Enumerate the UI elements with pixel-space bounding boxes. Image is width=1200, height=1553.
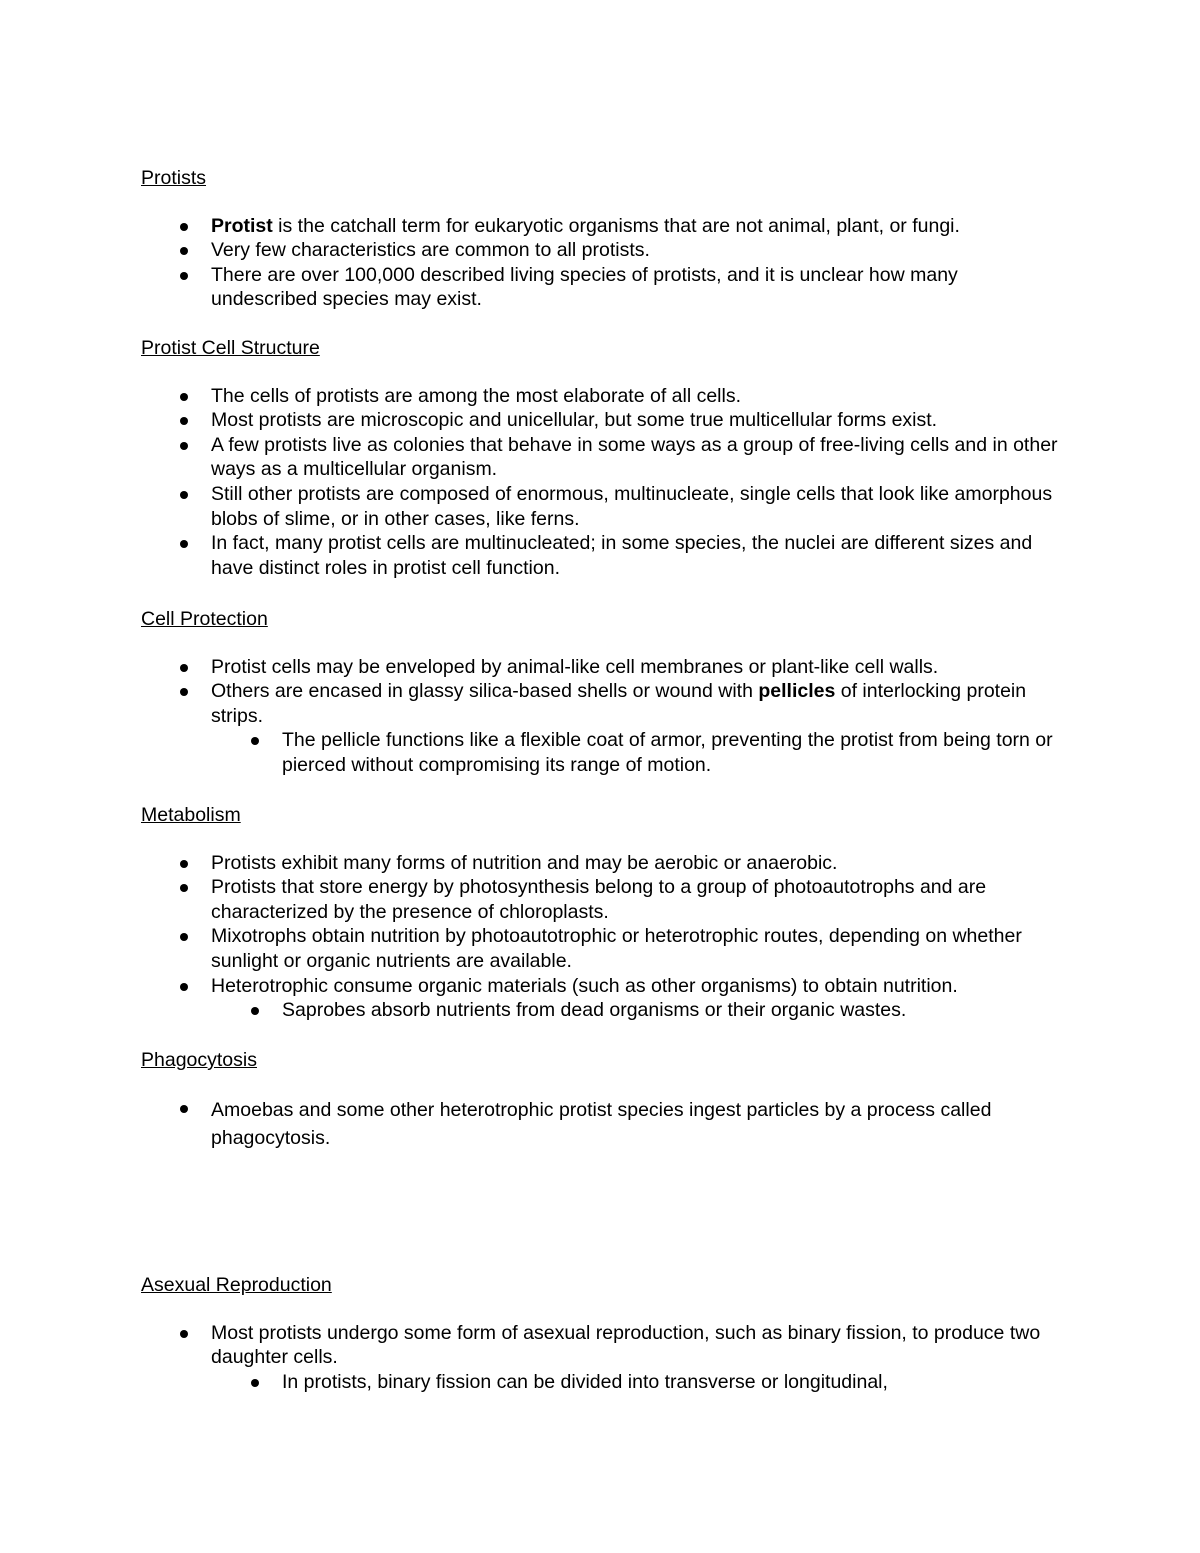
list-item-text: Very few characteristics are common to all protists. xyxy=(211,239,650,262)
section-heading: Phagocytosis xyxy=(141,1049,257,1071)
list-item xyxy=(141,263,1061,312)
section-heading: Protists xyxy=(141,167,207,189)
section-metabolism xyxy=(141,803,1061,1023)
list-item xyxy=(141,482,1061,531)
bullet-icon xyxy=(251,737,259,745)
list-item xyxy=(141,875,1061,924)
list-item-text: Saprobes absorb nutrients from dead organisms or their organic wastes. xyxy=(282,999,907,1022)
list-item xyxy=(141,238,1061,263)
bold-term: Protist xyxy=(211,214,273,237)
section-phagocytosis xyxy=(141,1048,1061,1152)
bullet-icon xyxy=(180,664,188,672)
list-item-text: The pellicle functions like a flexible coat of armor, preventing the protist from being torn or pierced without compromising its range of motion. xyxy=(282,729,1053,776)
bullet-icon xyxy=(180,860,188,868)
list-item xyxy=(141,531,1061,580)
list-item-text: Protist cells may be enveloped by animal-like cell membranes or plant-like cell walls. xyxy=(211,655,939,678)
bullet-icon xyxy=(180,272,188,280)
section-heading: Metabolism xyxy=(141,804,241,826)
list-item xyxy=(141,924,1061,973)
bullet-icon xyxy=(180,1330,188,1338)
bullet-icon xyxy=(251,1007,259,1015)
bullet-icon xyxy=(180,933,188,941)
bullet-icon xyxy=(180,491,188,499)
bullet-list xyxy=(141,851,1061,1023)
list-item xyxy=(141,679,1061,728)
bullet-icon xyxy=(180,884,188,892)
bullet-icon xyxy=(180,223,188,231)
bullet-icon xyxy=(180,442,188,450)
list-item-text: The cells of protists are among the most elaborate of all cells. xyxy=(211,384,742,407)
bullet-icon xyxy=(251,1379,259,1387)
list-item-text: of interlocking protein strips. xyxy=(211,680,1027,727)
sub-list-item xyxy=(141,1370,1061,1395)
bullet-icon xyxy=(180,688,188,696)
bullet-icon xyxy=(180,393,188,401)
bullet-icon xyxy=(180,1105,188,1113)
list-item xyxy=(141,655,1061,680)
list-item xyxy=(141,851,1061,876)
list-item xyxy=(141,433,1061,482)
bullet-list xyxy=(141,384,1061,581)
list-item xyxy=(141,974,1061,999)
list-item-text: Mixotrophs obtain nutrition by photoautotrophic or heterotrophic routes, depending on whether sunlight or organic nutrients are available. xyxy=(211,925,1022,972)
section-protists xyxy=(141,166,1061,312)
bullet-list xyxy=(141,1321,1061,1395)
list-item-text: Heterotrophic consume organic materials (such as other organisms) to obtain nutrition. xyxy=(211,974,958,997)
list-item xyxy=(141,408,1061,433)
bold-term: pellicles xyxy=(758,680,836,703)
list-item-text: Others are encased in glassy silica-based shells or wound with xyxy=(211,680,759,703)
list-item xyxy=(141,214,1061,239)
section-heading: Cell Protection xyxy=(141,608,268,630)
list-item-text: Still other protists are composed of enormous, multinucleate, single cells that look like amorphous blobs of slime, or in other cases, like ferns. xyxy=(211,482,1053,530)
sub-list-item xyxy=(141,998,1061,1023)
section-cell-protection xyxy=(141,607,1061,778)
section-heading: Asexual Reproduction xyxy=(141,1274,332,1296)
list-item-text: is the catchall term for eukaryotic organisms that are not animal, plant, or fungi. xyxy=(272,214,960,237)
bullet-icon xyxy=(180,247,188,255)
list-item-text: Protists exhibit many forms of nutrition and may be aerobic or anaerobic. xyxy=(211,851,838,874)
list-item xyxy=(141,1321,1061,1370)
list-item-text: In fact, many protist cells are multinucleated; in some species, the nuclei are different sizes and have distinct roles in protist cell function. xyxy=(211,532,1033,579)
section-protist-cell-structure xyxy=(141,336,1061,580)
section-asexual-reproduction xyxy=(141,1273,1061,1394)
list-item-text: There are over 100,000 described living species of protists, and it is unclear how many undescribed species may exist. xyxy=(211,263,958,311)
list-item-text: Most protists undergo some form of asexual reproduction, such as binary fission, to produce two daughter cells. xyxy=(211,1321,1041,1369)
section-heading: Protist Cell Structure xyxy=(141,337,320,359)
bullet-icon xyxy=(180,540,188,548)
bullet-list xyxy=(141,655,1061,778)
list-item-text: Protists that store energy by photosynthesis belong to a group of photoautotrophs and are characterized by the presence of chloroplasts. xyxy=(211,876,987,923)
list-item xyxy=(141,384,1061,409)
bullet-icon xyxy=(180,983,188,991)
list-item-text: Amoebas and some other heterotrophic protist species ingest particles by a process called phagocytosis. xyxy=(211,1098,992,1149)
list-item-text: A few protists live as colonies that behave in some ways as a group of free-living cells and in other ways as a multicellular organism. xyxy=(211,433,1058,481)
bullet-list xyxy=(141,214,1061,312)
bullet-icon xyxy=(180,417,188,425)
sub-list-item xyxy=(141,728,1061,777)
list-item xyxy=(141,1096,1061,1152)
list-item-text: In protists, binary fission can be divided into transverse or longitudinal, xyxy=(282,1370,888,1393)
list-item-text: Most protists are microscopic and unicellular, but some true multicellular forms exist. xyxy=(211,409,938,432)
bullet-list xyxy=(141,1096,1061,1152)
